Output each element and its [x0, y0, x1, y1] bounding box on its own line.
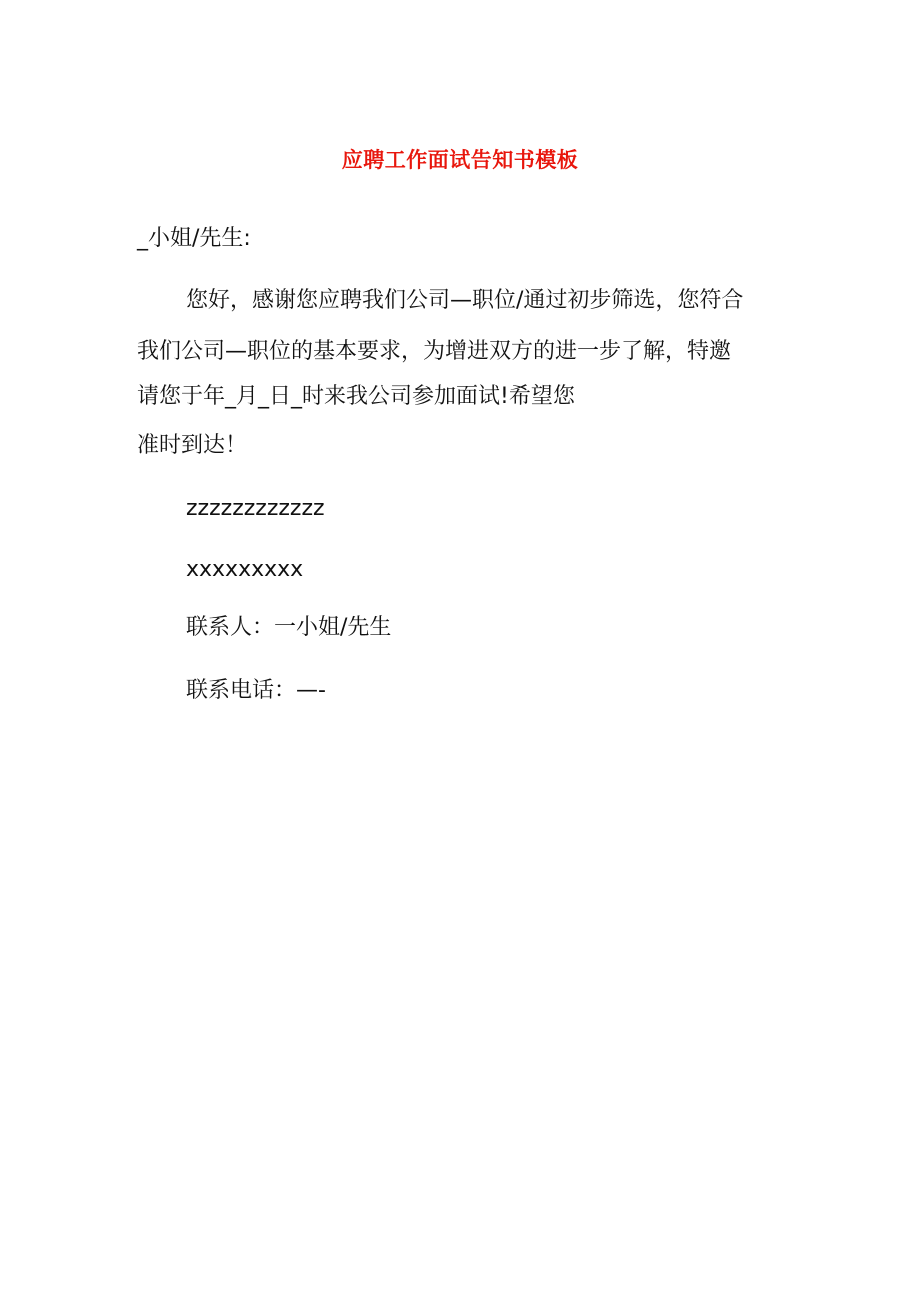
signature-line-1: zzzzzzzzzzzz — [186, 496, 325, 521]
contact-person: 联系人：一小姐/先生 — [186, 615, 392, 640]
body-line-1: 您好，感谢您应聘我们公司—职位/通过初步筛选，您符合 — [186, 288, 744, 313]
body-line-3: 请您于年_月_日_时来我公司参加面试!希望您 — [137, 384, 575, 409]
document-title: 应聘工作面试告知书模板 — [341, 148, 579, 172]
signature-line-2: xxxxxxxxx — [186, 557, 304, 582]
salutation: _小姐/先生: — [137, 226, 251, 251]
contact-phone: 联系电话：—- — [186, 678, 326, 703]
body-line-2: 我们公司—职位的基本要求，为增进双方的进一步了解，特邀 — [137, 339, 732, 364]
body-line-4: 准时到达！ — [137, 433, 248, 458]
